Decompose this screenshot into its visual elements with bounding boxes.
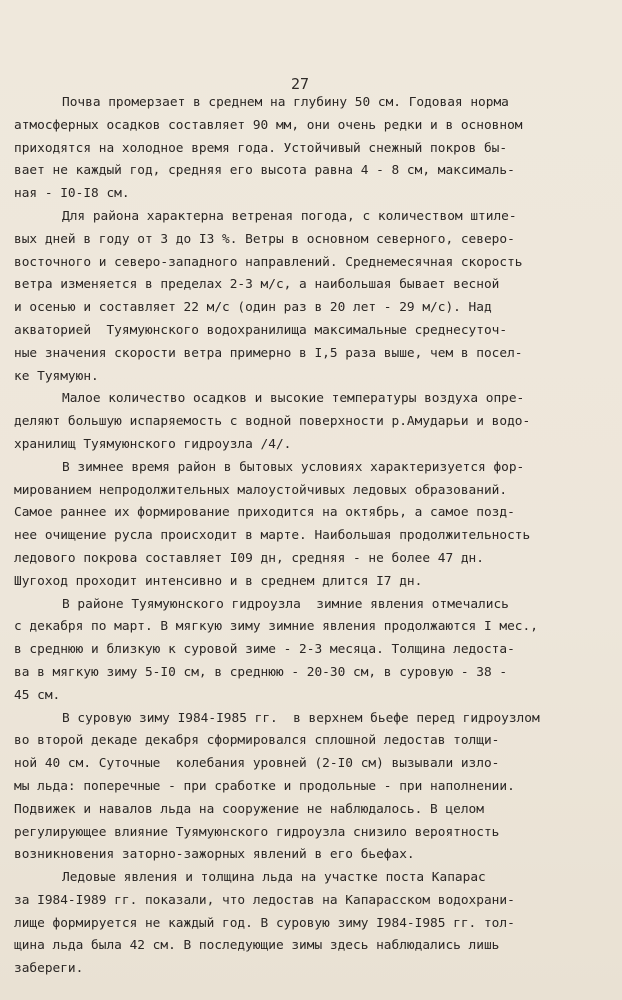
text-line: мы льда: поперечные - при сработке и продольные - при наполнении. xyxy=(14,778,515,794)
text-line: во второй декаде декабря сформировался сплошной ледостав толщи- xyxy=(14,733,500,749)
text-line: восточного и северо-западного направлений. Среднемесячная скорость xyxy=(14,254,523,270)
paragraph xyxy=(14,388,606,456)
page-number: 27 xyxy=(290,75,310,93)
paragraph xyxy=(14,594,606,708)
text-line: В районе Туямуюнского гидроузла зимние явления отмечались xyxy=(62,596,509,612)
text-line: с декабря по март. В мягкую зиму зимние явления продолжаются I мес., xyxy=(14,619,538,635)
text-line: лище формируется не каждый год. В суровую зиму I984-I985 гг. тол- xyxy=(14,915,515,931)
text-line: приходятся на холодное время года. Устойчивый снежный покров бы- xyxy=(14,140,508,156)
text-line: Почва промерзает в среднем на глубину 50 см. Годовая норма xyxy=(62,95,509,110)
text-line: за I984-I989 гг. показали, что ледостав на Капарасском водохрани- xyxy=(14,892,515,908)
text-line: щина льда была 42 см. В последующие зимы здесь наблюдались лишь xyxy=(14,938,500,954)
text-line: Малое количество осадков и высокие температуры воздуха опре- xyxy=(62,391,525,407)
text-line: хранилищ Туямуюнского гидроузла /4/. xyxy=(14,436,292,452)
text-line: атмосферных осадков составляет 90 мм, они очень редки и в основном xyxy=(14,117,523,133)
text-line: Самое раннее их формирование приходится на октябрь, а самое позд- xyxy=(14,505,515,521)
text-line: ледового покрова составляет I09 дн, средняя - не более 47 дн. xyxy=(14,550,484,566)
text-line: мированием непродолжительных малоустойчивых ледовых образований. xyxy=(14,482,508,498)
paragraph xyxy=(14,867,606,981)
text-line: ветра изменяется в пределах 2-3 м/с, а наибольшая бывает весной xyxy=(14,277,500,293)
text-line: нее очищение русла происходит в марте. Наибольшая продолжительность xyxy=(14,528,531,544)
text-line: и осенью и составляет 22 м/с (один раз в 20 лет - 29 м/с). Над xyxy=(14,300,492,316)
paragraph xyxy=(14,708,606,868)
text-line: акваторией Туямуюнского водохранилища максимальные среднесуточ- xyxy=(14,322,508,338)
text-line: регулирующее влияние Туямуюнского гидроузла снизило вероятность xyxy=(14,824,500,840)
page-body xyxy=(14,92,606,981)
text-line: 45 см. xyxy=(14,687,61,703)
text-line: ные значения скорости ветра примерно в I,5 раза выше, чем в посел- xyxy=(14,345,523,361)
text-line: ной 40 см. Суточные колебания уровней (2-I0 см) вызывали изло- xyxy=(14,756,500,772)
text-line: Шугоход проходит интенсивно и в среднем длится I7 дн. xyxy=(14,573,423,589)
text-line: деляют большую испаряемость с водной поверхности р.Амударьи и водо- xyxy=(14,414,531,430)
text-line: ная - I0-I8 см. xyxy=(14,186,130,202)
text-line: вает не каждый год, средняя его высота равна 4 - 8 см, максималь- xyxy=(14,163,515,179)
text-line: Ледовые явления и толщина льда на участке поста Капарас xyxy=(62,870,486,886)
text-line: вых дней в году от 3 до I3 %. Ветры в основном северного, северо- xyxy=(14,231,515,247)
text-line: В зимнее время район в бытовых условиях характеризуется фор- xyxy=(62,459,525,475)
text-line: ва в мягкую зиму 5-I0 см, в среднюю - 20-30 см, в суровую - 38 - xyxy=(14,664,508,680)
text-line: В суровую зиму I984-I985 гг. в верхнем бьефе перед гидроузлом xyxy=(62,710,540,726)
text-line: ке Туямуюн. xyxy=(14,368,99,384)
text-line: возникновения заторно-зажорных явлений в его бьефах. xyxy=(14,847,415,863)
text-line: в среднюю и близкую к суровой зиме - 2-3 месяца. Толщина ледоста- xyxy=(14,642,515,658)
paragraph xyxy=(14,206,606,388)
paragraph xyxy=(14,92,606,206)
text-line: Для района характерна ветреная погода, с количеством штиле- xyxy=(62,208,517,224)
text-line: Подвижек и навалов льда на сооружение не наблюдалось. В целом xyxy=(14,801,484,817)
paragraph xyxy=(14,457,606,594)
text-line: забереги. xyxy=(14,961,84,977)
